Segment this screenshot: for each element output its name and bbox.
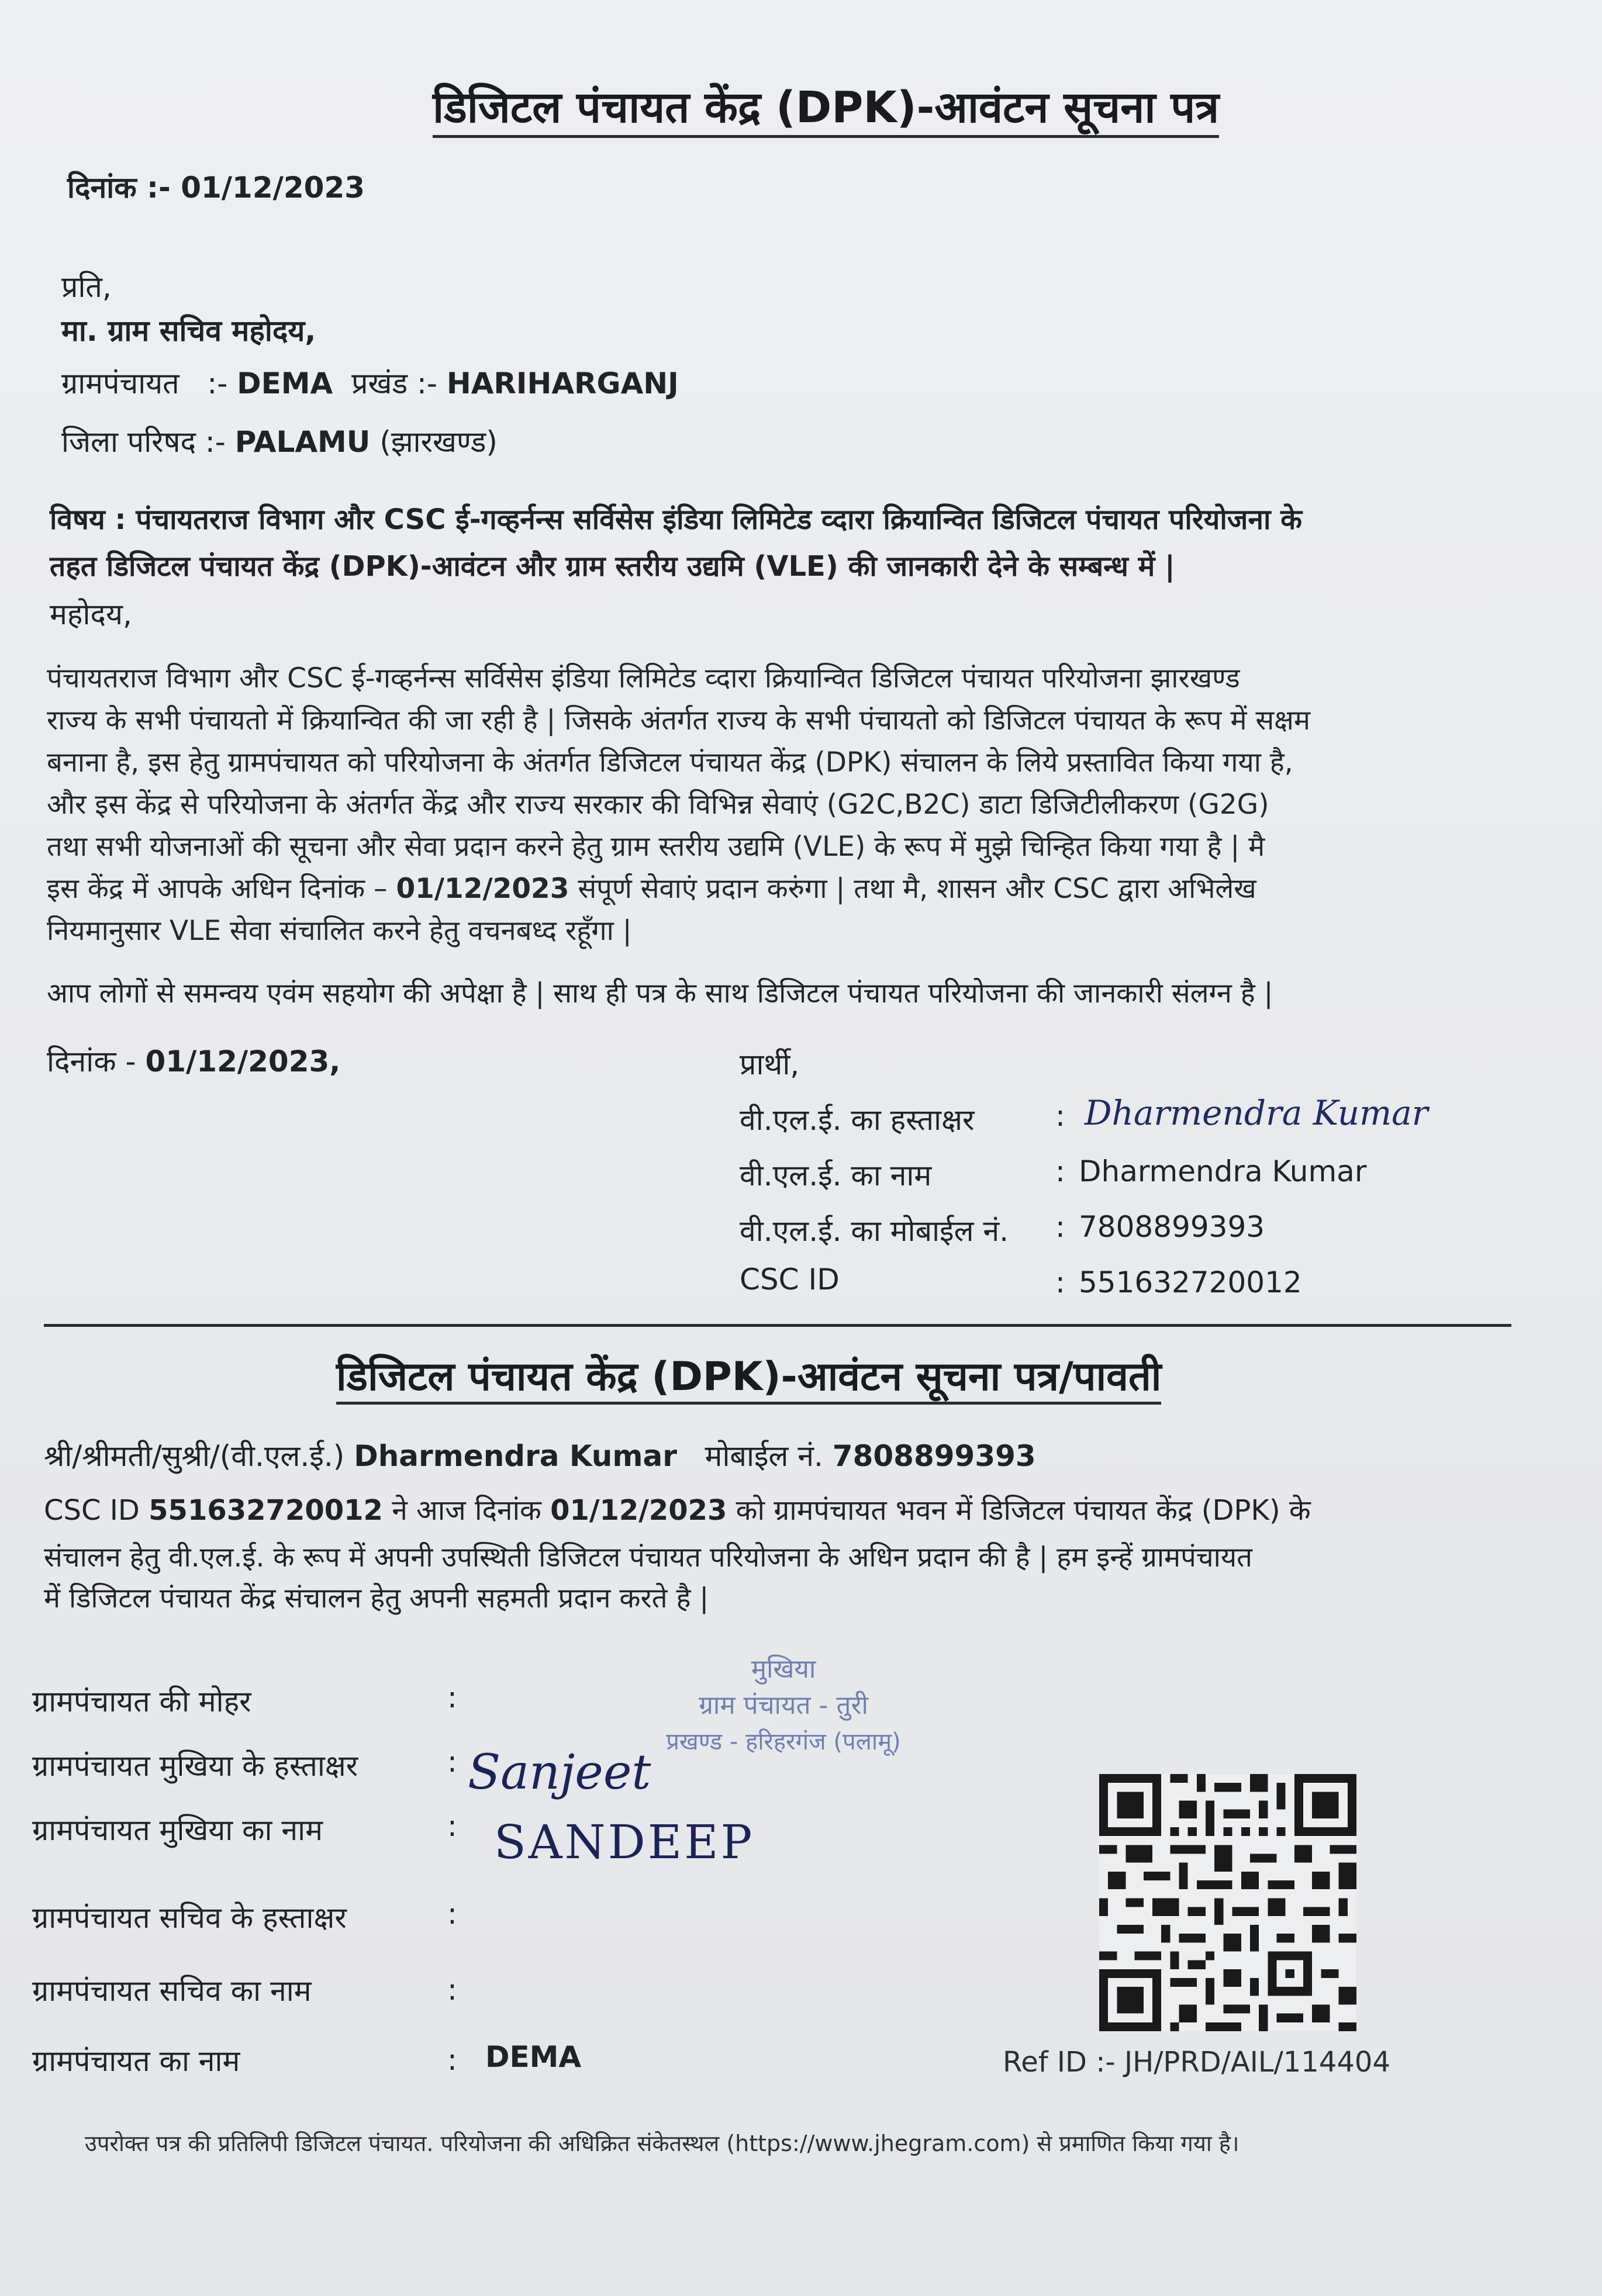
block-value: HARIHARGANJ bbox=[446, 366, 679, 400]
gp-block-row bbox=[61, 362, 679, 402]
stamp-line: मुखिया bbox=[751, 1654, 816, 1684]
district-state: (झारखण्ड) bbox=[379, 425, 498, 459]
field-label-mukhiya-name: ग्रामपंचायत मुखिया का नाम bbox=[32, 1813, 323, 1847]
stamp-line: प्रखण्ड - हरिहरगंज (पलामू) bbox=[666, 1728, 901, 1755]
subject-line-2: तहत डिजिटल पंचायत केंद्र (DPK)-आवंटन और ग्राम स्तरीय उद्यमि (VLE) की जानकारी देने के सम्बन्ध में | bbox=[50, 550, 1175, 583]
vle-signature: Dharmendra Kumar bbox=[1085, 1093, 1428, 1133]
field-label-seal: ग्रामपंचायत की मोहर bbox=[32, 1685, 251, 1718]
body-line: पंचायतराज विभाग और CSC ई-गव्हर्नन्स सर्विसेस इंडिया लिमिटेड व्दारा क्रियान्वित डिजिटल पंचायत परियोजना झारखण्ड bbox=[47, 662, 1240, 694]
stamp-line: ग्राम पंचायत - तुरी bbox=[699, 1690, 868, 1720]
vle-mobile-colon: : bbox=[1055, 1210, 1065, 1244]
receipt-title: डिजिटल पंचायत केंद्र (DPK)-आवंटन सूचना पत्र/पावती bbox=[336, 1347, 1161, 1405]
subject-line-1: विषय : पंचायतराज विभाग और CSC ई-गव्हर्नन्स सर्विसेस इंडिया लिमिटेड व्दारा क्रियान्वित डिजिटल पंचायत परियोजना के bbox=[50, 503, 1303, 536]
receipt-date: 01/12/2023 bbox=[550, 1494, 727, 1527]
body-line: तथा सभी योजनाओं की सूचना और सेवा प्रदान करने हेतु ग्राम स्तरीय उद्यमि (VLE) के रूप में मुझे चिन्हित किया गया है | मै bbox=[47, 831, 1265, 863]
vle-csc-label: CSC ID bbox=[740, 1263, 840, 1296]
district-label: जिला परिषद :- bbox=[61, 425, 226, 459]
field-colon: : bbox=[447, 1973, 457, 2007]
salutation: महोदय, bbox=[50, 597, 132, 631]
vle-sign-colon: : bbox=[1055, 1099, 1065, 1133]
field-label-gp-name: ग्रामपंचायत का नाम bbox=[32, 2044, 240, 2078]
body-line6-date: 01/12/2023 bbox=[396, 873, 569, 905]
vle-name-label: वी.एल.ई. का नाम bbox=[740, 1159, 932, 1192]
vle-name-value: Dharmendra Kumar bbox=[1079, 1154, 1367, 1188]
field-label-secretary-sign: ग्रामपंचायत सचिव के हस्ताक्षर bbox=[32, 1901, 347, 1935]
body-line6-a: इस केंद्र में आपके अधिन दिनांक – bbox=[47, 873, 388, 905]
section-divider bbox=[44, 1324, 1511, 1327]
vle-mobile-value: 7808899393 bbox=[1079, 1210, 1265, 1244]
vle-csc-value: 551632720012 bbox=[1079, 1265, 1302, 1299]
field-colon: : bbox=[447, 2043, 457, 2077]
footer-date: 01/12/2023, bbox=[145, 1045, 341, 1078]
field-label-secretary-name: ग्रामपंचायत सचिव का नाम bbox=[32, 1974, 312, 2008]
to-label: प्रति, bbox=[61, 270, 112, 304]
receipt-mobile: 7808899393 bbox=[832, 1439, 1036, 1473]
receipt-line2-a: ने आज दिनांक bbox=[392, 1494, 541, 1527]
qr-code bbox=[1099, 1774, 1356, 2031]
footer-date-row bbox=[47, 1040, 340, 1080]
applicant-label: प्रार्थी, bbox=[740, 1047, 800, 1081]
receipt-line-3: संचालन हेतु वी.एल.ई. के रूप में अपनी उपस्थिती डिजिटल पंचायत परियोजना के अधिन प्रदान की है | हम इन्हें ग्रामपंचायत bbox=[44, 1541, 1252, 1574]
field-colon: : bbox=[447, 1745, 457, 1779]
mukhiya-name-handwritten: SANDEEP bbox=[494, 1815, 755, 1869]
vle-mobile-label: वी.एल.ई. का मोबाईल नं. bbox=[740, 1214, 1009, 1248]
district-row bbox=[61, 421, 498, 461]
body-line-6 bbox=[47, 868, 1544, 910]
receipt-vle-name: Dharmendra Kumar bbox=[354, 1439, 677, 1473]
receipt-prefix: श्री/श्रीमती/सुश्री/(वी.एल.ई.) bbox=[44, 1439, 345, 1473]
receipt-mobile-label: मोबाईल नं. bbox=[705, 1439, 823, 1473]
body-line: और इस केंद्र से परियोजना के अंतर्गत केंद्र और राज्य सरकार की विभिन्न सेवाएं (G2C,B2C) डाटा डिजिटीलीकरण (G2G) bbox=[47, 789, 1269, 821]
notice-title: डिजिटल पंचायत केंद्र (DPK)-आवंटन सूचना पत्र bbox=[433, 76, 1219, 138]
field-colon: : bbox=[447, 1680, 457, 1714]
footer-date-label: दिनांक - bbox=[47, 1045, 136, 1078]
gp-label: ग्रामपंचायत bbox=[61, 366, 179, 400]
vle-name-colon: : bbox=[1055, 1154, 1065, 1188]
district-value: PALAMU bbox=[234, 425, 371, 459]
notice-date-label: दिनांक :- bbox=[67, 171, 171, 205]
addressee: मा. ग्राम सचिव महोदय, bbox=[61, 314, 316, 348]
notice-date-row bbox=[67, 167, 365, 206]
mukhiya-signature: Sanjeet bbox=[468, 1745, 651, 1800]
receipt-csc-label: CSC ID bbox=[44, 1494, 140, 1527]
receipt-line-2 bbox=[44, 1491, 1311, 1529]
vle-csc-colon: : bbox=[1055, 1265, 1065, 1299]
body-line: राज्य के सभी पंचायतो में क्रियान्वित की जा रही है | जिसके अंतर्गत राज्य के सभी पंचायतो को डिजिटल पंचायत के रूप में सक्षम bbox=[47, 704, 1310, 736]
notice-body bbox=[47, 658, 1544, 952]
gp-stamp bbox=[620, 1651, 947, 1760]
field-label-mukhiya-sign: ग्रामपंचायत मुखिया के हस्ताक्षर bbox=[32, 1749, 358, 1783]
receipt-line-1 bbox=[44, 1435, 1036, 1475]
ref-id: Ref ID :- JH/PRD/AIL/114404 bbox=[1003, 2046, 1390, 2079]
field-colon: : bbox=[447, 1897, 457, 1931]
gp-sep: :- bbox=[207, 366, 228, 400]
body-line-7: नियमानुसार VLE सेवा संचालित करने हेतु वचनबध्द रहूँगा | bbox=[47, 915, 632, 947]
field-colon: : bbox=[447, 1809, 457, 1843]
field-value-gp-name: DEMA bbox=[485, 2040, 582, 2074]
vle-sign-label: वी.एल.ई. का हस्ताक्षर bbox=[740, 1103, 975, 1137]
gp-value: DEMA bbox=[237, 366, 333, 400]
block-label: प्रखंड :- bbox=[351, 366, 437, 400]
receipt-csc: 551632720012 bbox=[149, 1494, 383, 1527]
footer-note: उपरोक्त पत्र की प्रतिलिपी डिजिटल पंचायत. परियोजना की अधिक्रित संकेतस्थल (https://www.jhegram.com) से प्रमाणित किया गया है। bbox=[85, 2131, 1240, 2156]
receipt-line2-b: को ग्रामपंचायत भवन में डिजिटल पंचायत केंद्र (DPK) के bbox=[736, 1494, 1311, 1527]
receipt-line-4: में डिजिटल पंचायत केंद्र संचालन हेतु अपनी सहमती प्रदान करते है | bbox=[44, 1582, 709, 1614]
closing-line: आप लोगों से समन्वय एवंम सहयोग की अपेक्षा है | साथ ही पत्र के साथ डिजिटल पंचायत परियोजना की जानकारी संलग्न है | bbox=[47, 977, 1273, 1009]
body-line: बनाना है, इस हेतु ग्रामपंचायत को परियोजना के अंतर्गत डिजिटल पंचायत केंद्र (DPK) संचालन के लिये प्रस्तावित किया गया है, bbox=[47, 746, 1293, 779]
notice-date: 01/12/2023 bbox=[181, 171, 365, 205]
body-line6-b: संपूर्ण सेवाएं प्रदान करुंगा | तथा मै, शासन और CSC द्वारा अभिलेख bbox=[578, 873, 1256, 905]
